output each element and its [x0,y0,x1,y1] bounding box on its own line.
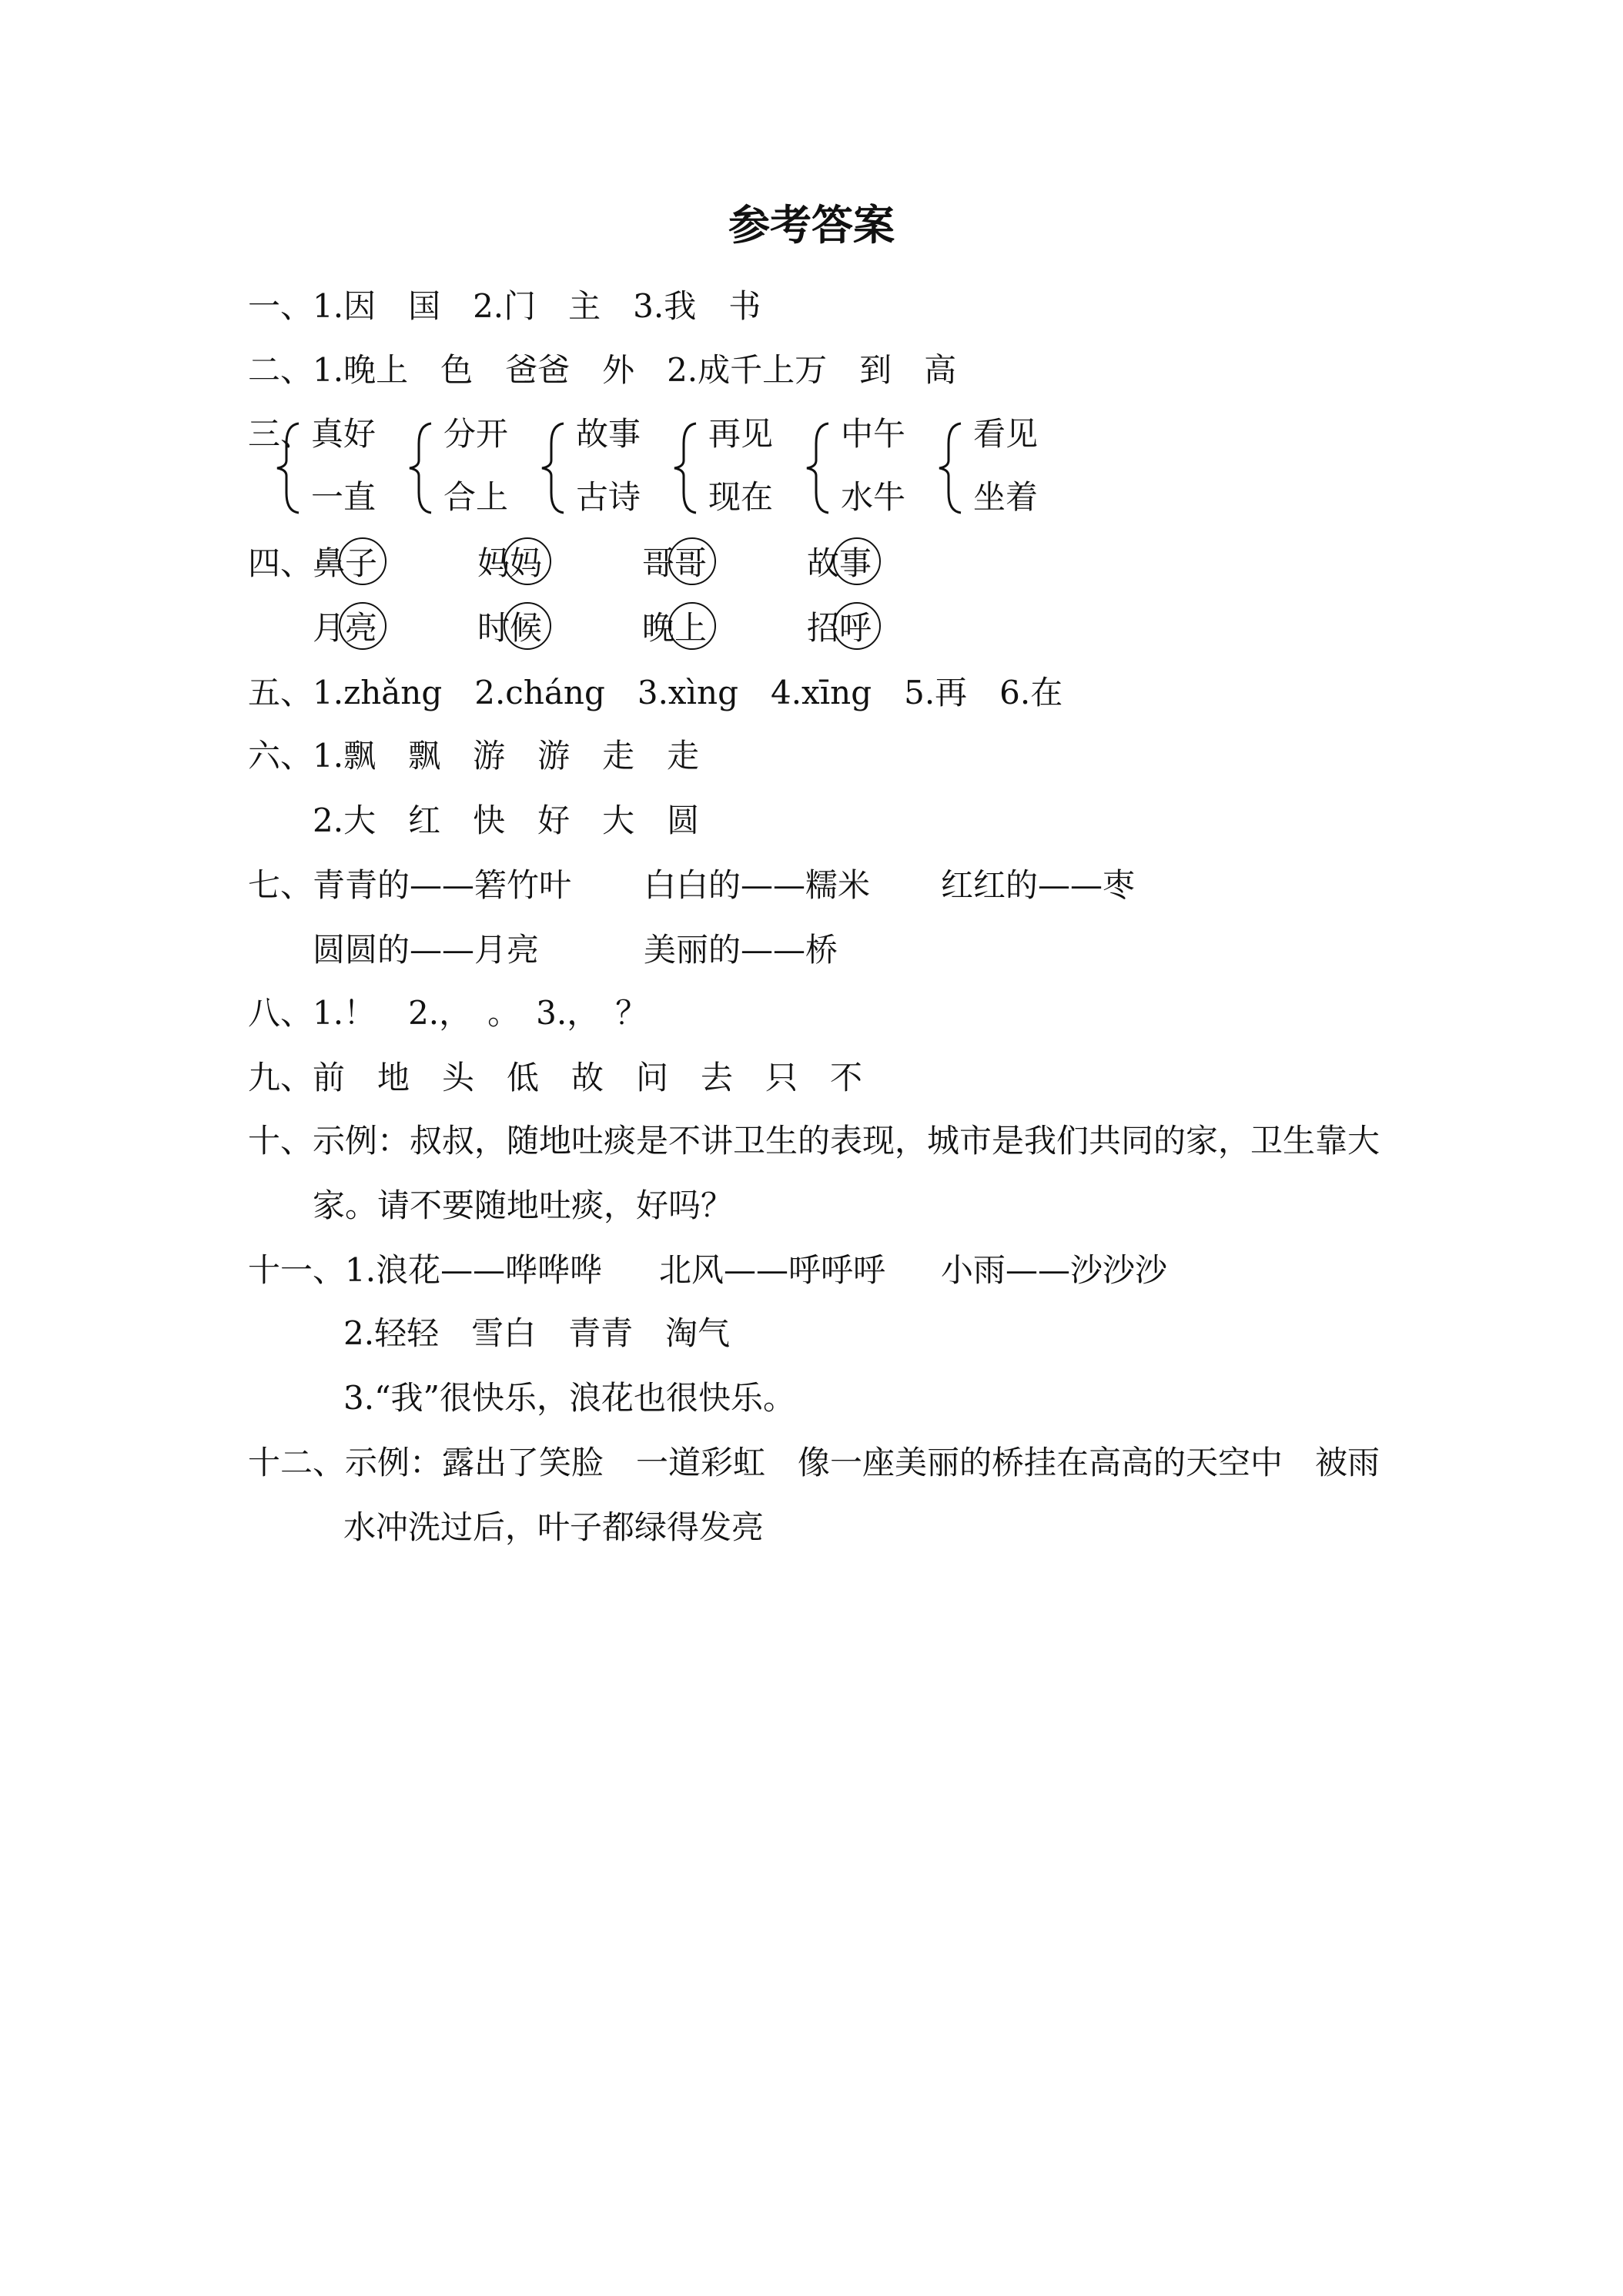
answer-q1: 一、1.因 国 2.门 主 3.我 书 [248,287,761,325]
answer-q10-line2: 家。请不要随地吐痰，好吗？ [313,1186,734,1224]
q3-pair-top: 再见 [708,415,774,453]
q4-word [313,544,377,584]
q3-pair-top: 故事 [576,415,641,453]
brace-icon [539,420,570,516]
circled-char: 事 [839,544,872,582]
q4-word [642,544,707,584]
answer-q11-item: 十一、1.浪花——哗哗哗 [248,1251,603,1289]
answer-q7-item: 七、青青的——箬竹叶 [248,866,572,904]
circled-char: 呼 [839,609,872,647]
q3-pair-top: 看见 [973,415,1039,453]
q4-word [807,608,872,648]
q3-pair-bottom: 合上 [443,478,509,516]
q4-word [477,608,542,648]
answer-q2: 二、1.晚上 色 爸爸 外 2.成千上万 到 高 [248,351,957,389]
q4-char: 时 [477,609,510,647]
q4-word [642,608,707,648]
q3-pair-bottom: 水牛 [841,478,906,516]
answer-q3-prefix: 三、 [248,415,313,453]
page-title: 参考答案 [728,201,895,249]
answer-q10-line1: 十、示例：叔叔，随地吐痰是不讲卫生的表现，城市是我们共同的家，卫生靠大 [248,1122,1380,1160]
answer-q6-line2: 2.大 红 快 好 大 圆 [313,802,700,839]
q4-char: 招 [807,609,840,647]
brace-icon [671,420,702,516]
circled-char: 哥 [674,544,708,582]
answer-q5: 五、1.zhǎng 2.cháng 3.xìng 4.xīng 5.再 6.在 [248,674,1063,711]
answer-q9: 九、前 地 头 低 故 问 去 只 不 [248,1059,863,1096]
circled-char: 上 [674,609,708,647]
circled-char: 妈 [510,544,543,582]
answer-q12-line1: 十二、示例：露出了笑脸 一道彩虹 像一座美丽的桥挂在高高的天空中 被雨 [248,1444,1380,1481]
brace-icon [804,420,835,516]
q3-pair-top: 中午 [841,415,906,453]
q4-word [807,544,872,584]
q4-char: 月 [313,609,346,647]
q3-pair-bottom: 古诗 [576,478,641,516]
answer-q4-prefix: 四、 [248,544,313,582]
answer-q11-line2: 2.轻轻 雪白 青青 淘气 [343,1314,731,1352]
brace-icon [407,420,437,516]
q4-char: 故 [807,544,840,582]
answer-q11-item: 北风——呼呼呼 [659,1251,886,1289]
answer-q7-item: 圆圆的——月亮 [313,931,540,969]
q4-char: 哥 [642,544,675,582]
q4-word [313,608,377,648]
q3-pair-top: 真好 [311,415,376,453]
q4-word [477,544,542,584]
answer-q7-item: 美丽的——桥 [644,931,838,969]
q3-pair-bottom: 现在 [708,478,774,516]
answer-q6-line1: 六、1.飘 飘 游 游 走 走 [248,737,700,775]
answer-q11-item: 小雨——沙沙沙 [941,1251,1168,1289]
brace-icon [936,420,967,516]
circled-char: 子 [345,544,378,582]
q4-char: 妈 [477,544,510,582]
answer-q7-item: 白白的——糯米 [644,866,871,904]
circled-char: 亮 [345,609,378,647]
q3-pair-bottom: 一直 [311,478,376,516]
circled-char: 候 [510,609,543,647]
answer-q8: 八、1.！ 2.， 。 3.， ？ [248,994,648,1032]
answer-q12-line2: 水冲洗过后，叶子都绿得发亮 [343,1508,765,1546]
answer-q11-line3: 3.“我”很快乐，浪花也很快乐。 [343,1379,796,1417]
q4-char: 晚 [642,609,675,647]
q4-char: 鼻 [313,544,346,582]
q3-pair-top: 分开 [443,415,509,453]
brace-icon [274,420,305,516]
answer-q7-item: 红红的——枣 [941,866,1136,904]
q3-pair-bottom: 坐着 [973,478,1039,516]
